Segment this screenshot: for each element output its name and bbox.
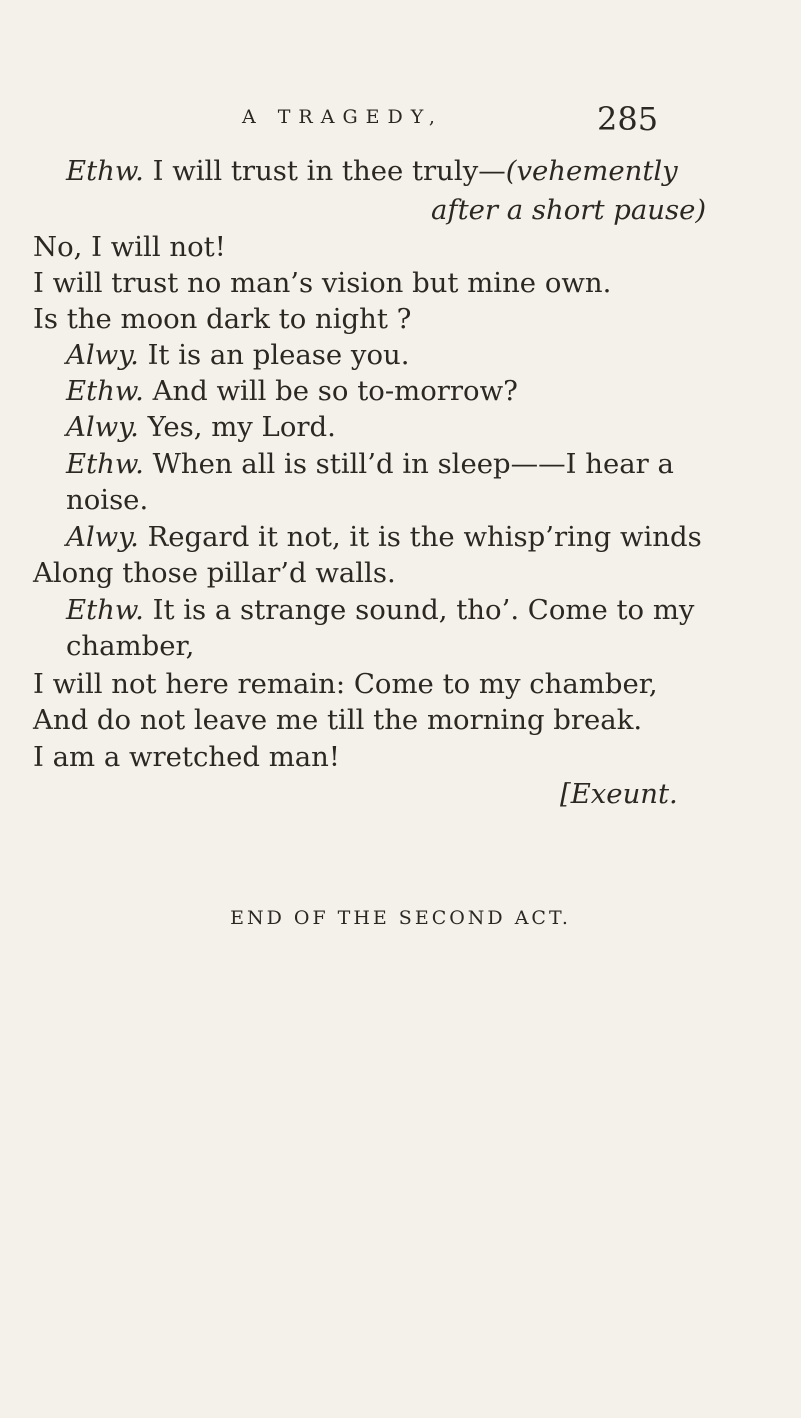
verse-line	[431, 192, 706, 228]
verse-line	[66, 153, 678, 189]
verse-line	[33, 739, 340, 775]
verse-line	[66, 373, 518, 409]
running-head: A TRAGEDY,	[242, 106, 443, 128]
dialogue-text: Along those pillar’d walls.	[33, 557, 396, 589]
end-of-act-note: END OF THE SECOND ACT.	[230, 907, 571, 929]
verse-line	[66, 592, 694, 628]
verse-line	[66, 482, 148, 518]
dialogue-text: When all is still’d in sleep——I hear a	[143, 448, 674, 480]
verse-line	[66, 409, 336, 445]
stage-direction: after a short pause)	[431, 194, 707, 226]
dialogue-text: chamber,	[66, 630, 195, 662]
dialogue-text: noise.	[66, 484, 149, 516]
speaker-name: Alwy.	[66, 339, 139, 371]
speaker-name: Ethw.	[66, 155, 144, 187]
speaker-name: Ethw.	[66, 594, 144, 626]
dialogue-text: It is a strange sound, tho’. Come to my	[143, 594, 695, 626]
speaker-name: Alwy.	[66, 521, 139, 553]
dialogue-text: And do not leave me till the morning break.	[33, 704, 643, 736]
dialogue-text: And will be so to-morrow?	[143, 375, 518, 407]
verse-line	[33, 555, 396, 591]
dialogue-text: Yes, my Lord.	[138, 411, 336, 443]
dialogue-text: Regard it not, it is the whisp’ring winds	[138, 521, 702, 553]
page-header	[0, 100, 801, 150]
verse-line	[560, 776, 678, 812]
speaker-name: Ethw.	[66, 375, 144, 407]
verse-line	[66, 519, 702, 555]
dialogue-text: It is an please you.	[138, 339, 410, 371]
verse-line	[66, 446, 674, 482]
dialogue-text: I will trust no man’s vision but mine own.	[33, 267, 612, 299]
speaker-name: Alwy.	[66, 411, 139, 443]
page-number: 285	[597, 100, 659, 138]
verse-line	[33, 265, 611, 301]
stage-direction: (vehemently	[505, 155, 678, 187]
dialogue-text: I will not here remain: Come to my chamber,	[33, 668, 658, 700]
dialogue-text: I am a wretched man!	[33, 741, 340, 773]
stage-exit: [Exeunt.	[560, 778, 678, 810]
verse-line	[66, 628, 194, 664]
verse-line	[33, 702, 642, 738]
speaker-name: Ethw.	[66, 448, 144, 480]
verse-line	[33, 301, 411, 337]
verse-line	[33, 666, 658, 702]
dialogue-text: I will trust in thee truly—	[143, 155, 506, 187]
dialogue-text: No, I will not!	[33, 231, 226, 263]
dialogue-text: Is the moon dark to night ?	[33, 303, 412, 335]
verse-line	[66, 337, 409, 373]
verse-line	[33, 229, 226, 265]
